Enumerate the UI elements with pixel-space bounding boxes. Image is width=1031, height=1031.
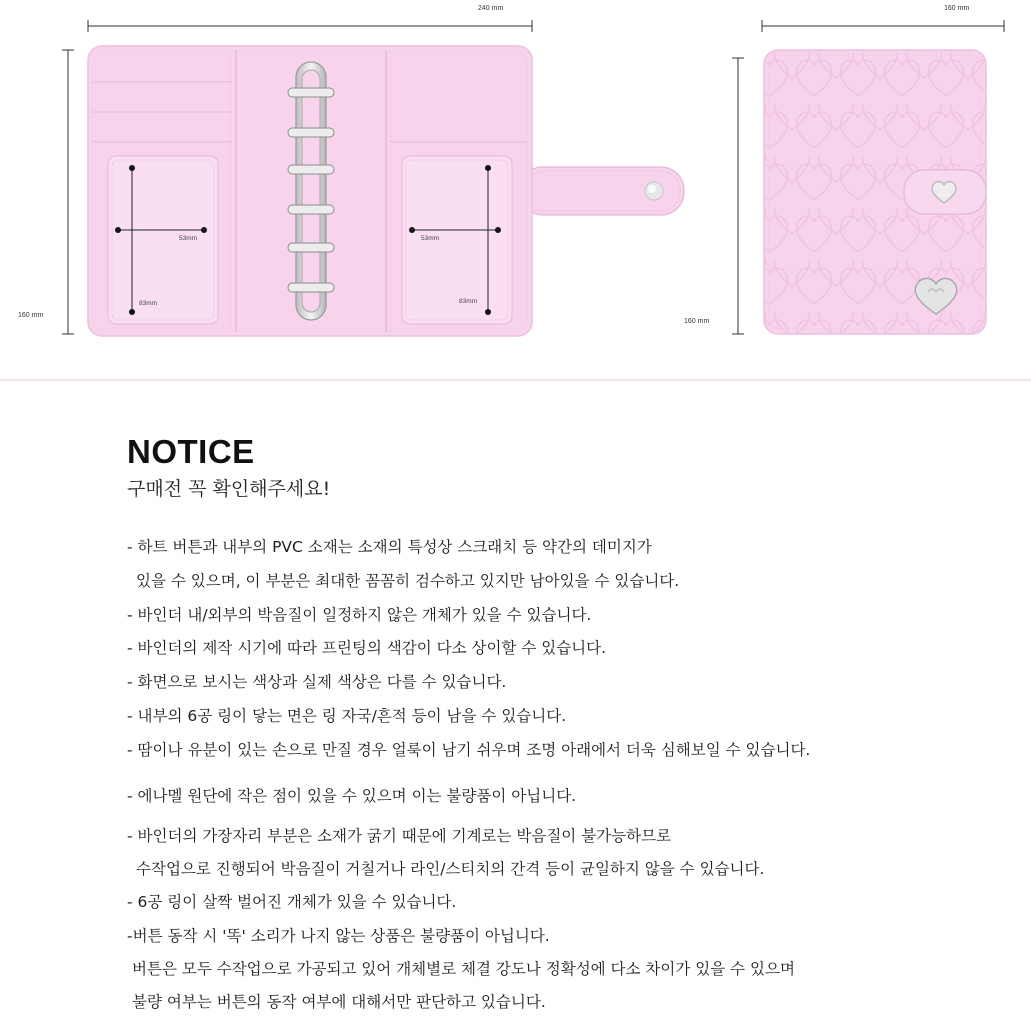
notice-line-3: - 바인더 내/외부의 박음질이 일정하지 않은 개체가 있을 수 있습니다. xyxy=(127,606,592,624)
notice-line-2: 있을 수 있으며, 이 부분은 최대한 꼼꼼히 검수하고 있지만 남아있을 수 있습니다. xyxy=(136,572,680,590)
notice-list xyxy=(127,0,1007,1031)
cover-width-label: 160 mm xyxy=(944,5,970,12)
height-label-left: 160 mm xyxy=(18,312,44,319)
notice-line-4: - 바인더의 제작 시기에 따라 프린팅의 색감이 다소 상이할 수 있습니다. xyxy=(127,639,607,657)
notice-line-5: - 화면으로 보시는 색상과 실제 색상은 다를 수 있습니다. xyxy=(127,673,507,691)
notice-line-11: - 6공 링이 살짝 벌어진 개체가 있을 수 있습니다. xyxy=(127,893,457,911)
notice-line-9: - 바인더의 가장자리 부분은 소재가 굵기 때문에 기계로는 박음질이 불가능하므로 xyxy=(127,827,672,845)
notice-line-6: - 내부의 6공 링이 닿는 면은 링 자국/흔적 등이 남을 수 있습니다. xyxy=(127,707,567,725)
notice-line-10: 수작업으로 진행되어 박음질이 거칠거나 라인/스티치의 간격 등이 균일하지 않을 수 있습니다. xyxy=(136,860,765,878)
notice-line-7: - 땀이나 유분이 있는 손으로 만질 경우 얼룩이 남기 쉬우며 조명 아래에서 더욱 심해보일 수 있습니다. xyxy=(127,741,811,759)
height-dimension-left xyxy=(18,50,74,334)
notice-line-12: -버튼 동작 시 '똑' 소리가 나지 않는 상품은 불량품이 아닙니다. xyxy=(127,927,550,945)
pocket-width-label-right: 53mm xyxy=(421,235,440,242)
notice-line-14: 불량 여부는 버튼의 동작 여부에 대해서만 판단하고 있습니다. xyxy=(132,993,546,1011)
notice-line-8: - 에나멜 원단에 작은 점이 있을 수 있으며 이는 불량품이 아닙니다. xyxy=(127,787,577,805)
pocket-height-label-right: 83mm xyxy=(459,298,478,305)
width-label: 240 mm xyxy=(478,5,504,12)
pocket-height-label-left: 83mm xyxy=(139,300,158,307)
height-label-right: 160 mm xyxy=(684,318,710,325)
pocket-width-label-left: 53mm xyxy=(179,235,198,242)
notice-line-1: - 하트 버튼과 내부의 PVC 소재는 소재의 특성상 스크래치 등 약간의 데미지가 xyxy=(127,538,652,556)
notice-subtitle: 구매전 꼭 확인해주세요! xyxy=(127,478,331,500)
notice-line-13: 버튼은 모두 수작업으로 가공되고 있어 개체별로 체결 강도나 정확성에 다소 차이가 있을 수 있으며 xyxy=(132,960,795,978)
notice-title: NOTICE xyxy=(127,433,255,470)
